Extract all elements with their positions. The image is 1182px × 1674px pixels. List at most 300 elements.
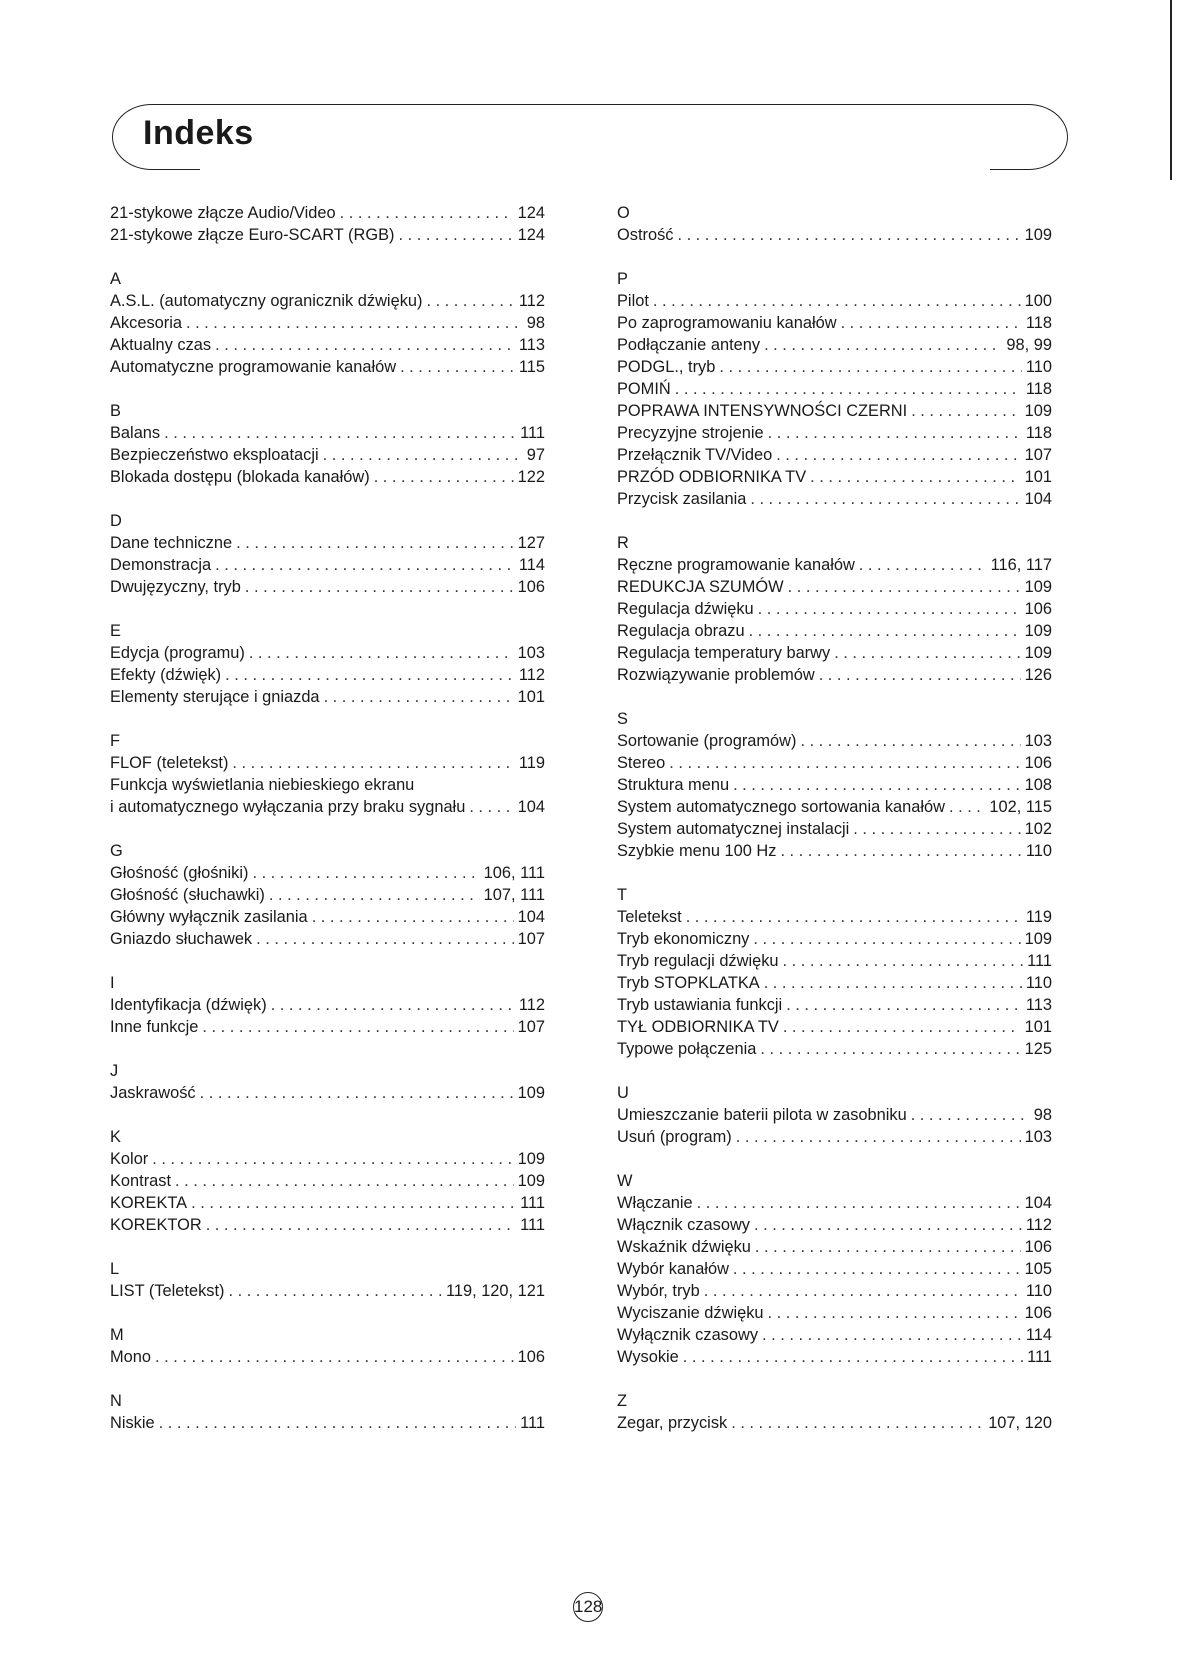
entry-pages: 110 [1025, 974, 1052, 992]
index-section [617, 1390, 1052, 1434]
index-section [110, 400, 545, 488]
entry-pages: 104 [1024, 1194, 1052, 1212]
index-entry [617, 1236, 1052, 1258]
entry-term: Ręczne programowanie kanałów [617, 556, 855, 574]
entry-pages: 112 [518, 292, 545, 310]
entry-term: Głośność (słuchawki) [110, 886, 265, 904]
index-section [110, 620, 545, 708]
entry-term: Wybór kanałów [617, 1260, 729, 1278]
index-section [617, 884, 1052, 1060]
dot-leader [324, 686, 514, 708]
entry-term: LIST (Teletekst) [110, 1282, 225, 1300]
index-entry [617, 1324, 1052, 1346]
dot-leader [399, 224, 514, 246]
dot-leader [186, 312, 523, 334]
index-entry [617, 598, 1052, 620]
index-entry [617, 1214, 1052, 1236]
entry-term: A.S.L. (automatyczny ogranicznik dźwięku) [110, 292, 423, 310]
entry-term: Dane techniczne [110, 534, 233, 552]
dot-leader [215, 334, 515, 356]
entry-term: Regulacja obrazu [617, 622, 745, 640]
entry-pages: 98 [1033, 1106, 1052, 1124]
dot-leader [760, 1038, 1020, 1060]
dot-leader [750, 488, 1020, 510]
index-entry [617, 1038, 1052, 1060]
index-entry [617, 950, 1052, 972]
entry-pages: 109 [1024, 930, 1052, 948]
section-letter: F [110, 732, 121, 750]
entry-pages: 110 [1025, 842, 1052, 860]
entry-pages: 114 [1025, 1326, 1052, 1344]
dot-leader [400, 356, 515, 378]
dot-leader [155, 1346, 514, 1368]
entry-pages: 118 [1025, 380, 1052, 398]
section-letter: A [110, 270, 121, 288]
entry-term: Bezpieczeństwo eksploatacji [110, 446, 319, 464]
entry-term: Włącznik czasowy [617, 1216, 750, 1234]
dot-leader [215, 554, 515, 576]
index-section [110, 510, 545, 598]
index-entry [617, 466, 1052, 488]
index-entry [110, 1148, 545, 1170]
entry-pages: 111 [520, 1414, 545, 1432]
entry-pages: 110 [1025, 1282, 1052, 1300]
entry-term: Blokada dostępu (blokada kanałów) [110, 468, 370, 486]
section-letter: U [617, 1084, 629, 1102]
entry-pages: 106, 111 [483, 864, 545, 882]
index-entry [110, 1082, 545, 1104]
dot-leader [758, 598, 1021, 620]
entry-term: Zegar, przycisk [617, 1414, 728, 1432]
dot-leader [159, 1412, 516, 1434]
entry-term: TYŁ ODBIORNIKA TV [617, 1018, 779, 1036]
section-letter: G [110, 842, 123, 860]
index-entry [617, 356, 1052, 378]
dot-leader [810, 466, 1021, 488]
section-letter: L [110, 1260, 120, 1278]
index-entry [617, 1280, 1052, 1302]
entry-term: Pilot [617, 292, 649, 310]
dot-leader [764, 334, 1002, 356]
dot-leader [859, 554, 987, 576]
entry-pages: 106 [517, 1348, 545, 1366]
dot-leader [269, 884, 480, 906]
entry-term: Usuń (program) [617, 1128, 732, 1146]
entry-term: Niskie [110, 1414, 155, 1432]
dot-leader [228, 1280, 441, 1302]
section-letter: J [110, 1062, 119, 1080]
dot-leader [768, 1302, 1021, 1324]
index-entry [110, 202, 545, 224]
index-entry [110, 686, 545, 708]
entry-term: Akcesoria [110, 314, 182, 332]
entry-term: FLOF (teletekst) [110, 754, 229, 772]
entry-pages: 112 [1025, 1216, 1052, 1234]
entry-term: Teletekst [617, 908, 682, 926]
entry-pages: 100 [1024, 292, 1052, 310]
section-letter: M [110, 1326, 124, 1344]
index-entry [110, 1170, 545, 1192]
index-entry [617, 488, 1052, 510]
entry-pages: 107, 111 [483, 886, 545, 904]
entry-term: System automatycznej instalacji [617, 820, 850, 838]
dot-leader [783, 950, 1024, 972]
dot-leader [768, 422, 1022, 444]
dot-leader [754, 1214, 1022, 1236]
section-letter: N [110, 1392, 122, 1410]
index-entry [617, 752, 1052, 774]
index-entry [110, 422, 545, 444]
section-letter: B [110, 402, 121, 420]
index-entry [617, 400, 1052, 422]
index-section [617, 1082, 1052, 1148]
entry-term: Elementy sterujące i gniazda [110, 688, 320, 706]
entry-term: Rozwiązywanie problemów [617, 666, 815, 684]
dot-leader [374, 466, 514, 488]
dot-leader [911, 400, 1020, 422]
entry-term: Tryb regulacji dźwięku [617, 952, 779, 970]
index-entry [110, 554, 545, 576]
entry-pages: 111 [520, 1194, 545, 1212]
index-entry [110, 884, 545, 906]
entry-pages: 126 [1024, 666, 1052, 684]
entry-term: Gniazdo słuchawek [110, 930, 253, 948]
index-entry [110, 862, 545, 884]
index-section [110, 1390, 545, 1434]
entry-pages: 102, 115 [989, 798, 1052, 816]
index-section [110, 202, 545, 246]
entry-pages: 109 [1024, 622, 1052, 640]
entry-term: Kontrast [110, 1172, 172, 1190]
index-entry [110, 906, 545, 928]
index-entry [617, 1126, 1052, 1148]
dot-leader [232, 752, 514, 774]
entry-term: Typowe połączenia [617, 1040, 757, 1058]
section-letter: W [617, 1172, 633, 1190]
section-letter: P [617, 270, 628, 288]
entry-pages: 125 [1024, 1040, 1052, 1058]
page-number: 128 [573, 1592, 603, 1622]
index-entry [617, 730, 1052, 752]
entry-pages: 101 [517, 688, 545, 706]
section-letter: T [617, 886, 628, 904]
index-entry [110, 466, 545, 488]
entry-term: Przełącznik TV/Video [617, 446, 773, 464]
entry-term: Włączanie [617, 1194, 693, 1212]
entry-term: Inne funkcje [110, 1018, 199, 1036]
entry-pages: 103 [1024, 732, 1052, 750]
index-entry [110, 994, 545, 1016]
entry-term: KOREKTA [110, 1194, 188, 1212]
dot-leader [788, 576, 1021, 598]
dot-leader [704, 1280, 1022, 1302]
entry-pages: 106 [1024, 1304, 1052, 1322]
index-entry [110, 642, 545, 664]
entry-term: POMIŃ [617, 380, 671, 398]
entry-term: Edycja (programu) [110, 644, 245, 662]
dot-leader [249, 642, 514, 664]
section-letter: E [110, 622, 121, 640]
entry-term: Aktualny czas [110, 336, 212, 354]
entry-term: Wybór, tryb [617, 1282, 700, 1300]
entry-term: Tryb STOPKLATKA [617, 974, 760, 992]
entry-pages: 115 [518, 358, 545, 376]
index-entry [617, 1258, 1052, 1280]
dot-leader [225, 664, 515, 686]
entry-term: 21-stykowe złącze Euro-SCART (RGB) [110, 226, 395, 244]
index-section [617, 1170, 1052, 1368]
entry-pages: 111 [520, 424, 545, 442]
entry-term: Precyzyjne strojenie [617, 424, 764, 442]
entry-pages: 107 [1024, 446, 1052, 464]
index-entry [617, 1302, 1052, 1324]
dot-leader [800, 730, 1020, 752]
entry-pages: 124 [517, 226, 545, 244]
index-entry [617, 1016, 1052, 1038]
index-entry [617, 972, 1052, 994]
dot-leader [841, 312, 1022, 334]
entry-pages: 106 [517, 578, 545, 596]
entry-term: Automatyczne programowanie kanałów [110, 358, 397, 376]
entry-term: Szybkie menu 100 Hz [617, 842, 777, 860]
index-entry [617, 312, 1052, 334]
index-entry [617, 620, 1052, 642]
entry-pages: 110 [1025, 358, 1052, 376]
page-title: Indeks [143, 114, 254, 152]
dot-leader [164, 422, 516, 444]
dot-leader [719, 356, 1021, 378]
entry-term: Główny wyłącznik zasilania [110, 908, 308, 926]
index-column-left [110, 202, 545, 1456]
index-entry [617, 642, 1052, 664]
entry-term: Regulacja temperatury barwy [617, 644, 831, 662]
entry-pages: 109 [1024, 226, 1052, 244]
index-entry [617, 334, 1052, 356]
index-entry [617, 818, 1052, 840]
entry-pages: 104 [1024, 490, 1052, 508]
entry-term: Jaskrawość [110, 1084, 196, 1102]
index-entry-line: Funkcja wyświetlania niebieskiego ekranu [110, 776, 415, 794]
index-section [617, 532, 1052, 686]
entry-pages: 107 [517, 930, 545, 948]
entry-term: Tryb ustawiania funkcji [617, 996, 783, 1014]
entry-term: PRZÓD ODBIORNIKA TV [617, 468, 807, 486]
entry-pages: 119, 120, 121 [445, 1282, 545, 1300]
index-entry [110, 1016, 545, 1038]
index-entry [617, 664, 1052, 686]
index-entry [110, 928, 545, 950]
index-entry [110, 356, 545, 378]
dot-leader [686, 906, 1022, 928]
dot-leader [312, 906, 514, 928]
entry-term: Wysokie [617, 1348, 679, 1366]
entry-term: Mono [110, 1348, 152, 1366]
entry-pages: 97 [526, 446, 545, 464]
index-entry [110, 1214, 545, 1236]
dot-leader [191, 1192, 516, 1214]
entry-pages: 98, 99 [1006, 336, 1052, 354]
entry-term: System automatycznego sortowania kanałów [617, 798, 945, 816]
section-letter: I [110, 974, 115, 992]
entry-term: Kolor [110, 1150, 149, 1168]
section-letter: K [110, 1128, 121, 1146]
section-letter: Z [617, 1392, 628, 1410]
index-entry [617, 554, 1052, 576]
index-entry [110, 312, 545, 334]
entry-pages: 113 [518, 336, 545, 354]
entry-pages: 111 [1027, 952, 1052, 970]
entry-pages: 105 [1024, 1260, 1052, 1278]
entry-term: i automatycznego wyłączania przy braku sygnału [110, 798, 466, 816]
dot-leader [340, 202, 514, 224]
dot-leader [786, 994, 1022, 1016]
index-entry [617, 290, 1052, 312]
entry-pages: 107, 120 [988, 1414, 1052, 1432]
entry-pages: 109 [1024, 578, 1052, 596]
scan-edge-line [1170, 0, 1172, 180]
index-entry [617, 994, 1052, 1016]
index-entry [617, 378, 1052, 400]
entry-term: Umieszczanie baterii pilota w zasobniku [617, 1106, 907, 1124]
dot-leader [206, 1214, 516, 1236]
dot-leader [733, 1258, 1021, 1280]
entry-pages: 112 [518, 666, 545, 684]
title-frame-opening [200, 150, 990, 174]
dot-leader [152, 1148, 513, 1170]
entry-pages: 122 [517, 468, 545, 486]
index-entry [617, 796, 1052, 818]
entry-pages: 102 [1024, 820, 1052, 838]
entry-pages: 106 [1024, 600, 1052, 618]
dot-leader [764, 972, 1022, 994]
dot-leader [762, 1324, 1022, 1346]
index-entry [617, 840, 1052, 862]
dot-leader [736, 1126, 1021, 1148]
index-entry [110, 532, 545, 554]
index-entry [617, 576, 1052, 598]
index-entry [617, 774, 1052, 796]
entry-pages: 101 [1024, 1018, 1052, 1036]
index-section [617, 708, 1052, 862]
dot-leader [780, 840, 1021, 862]
index-section [110, 840, 545, 950]
entry-pages: 103 [517, 644, 545, 662]
index-entry [110, 796, 545, 818]
entry-term: PODGL., tryb [617, 358, 716, 376]
entry-term: Ostrość [617, 226, 674, 244]
entry-pages: 107 [517, 1018, 545, 1036]
index-section [110, 1258, 545, 1302]
entry-pages: 109 [517, 1172, 545, 1190]
entry-pages: 114 [518, 556, 545, 574]
entry-term: 21-stykowe złącze Audio/Video [110, 204, 336, 222]
dot-leader [733, 774, 1021, 796]
entry-term: Wyciszanie dźwięku [617, 1304, 764, 1322]
dot-leader [683, 1346, 1023, 1368]
entry-term: Przycisk zasilania [617, 490, 747, 508]
entry-term: Dwujęzyczny, tryb [110, 578, 241, 596]
index-entry [110, 334, 545, 356]
entry-term: Głośność (głośniki) [110, 864, 249, 882]
entry-term: Wskaźnik dźwięku [617, 1238, 751, 1256]
entry-term: Po zaprogramowaniu kanałów [617, 314, 837, 332]
dot-leader [753, 928, 1020, 950]
dot-leader [426, 290, 514, 312]
index-section [617, 202, 1052, 246]
dot-leader [853, 818, 1020, 840]
section-letter: O [617, 204, 630, 222]
dot-leader [252, 862, 479, 884]
dot-leader [749, 620, 1021, 642]
entry-term: Stereo [617, 754, 666, 772]
dot-leader [323, 444, 523, 466]
index-entry [110, 664, 545, 686]
entry-pages: 119 [518, 754, 545, 772]
entry-term: Tryb ekonomiczny [617, 930, 750, 948]
entry-term: KOREKTOR [110, 1216, 202, 1234]
entry-pages: 104 [517, 908, 545, 926]
dot-leader [949, 796, 985, 818]
entry-term: Identyfikacja (dźwięk) [110, 996, 267, 1014]
entry-pages: 119 [1025, 908, 1052, 926]
index-entry [617, 1192, 1052, 1214]
index-entry [110, 444, 545, 466]
entry-term: Sortowanie (programów) [617, 732, 797, 750]
entry-term: Balans [110, 424, 161, 442]
entry-term: Efekty (dźwięk) [110, 666, 222, 684]
entry-term: REDUKCJA SZUMÓW [617, 578, 784, 596]
entry-pages: 124 [517, 204, 545, 222]
dot-leader [202, 1016, 513, 1038]
index-entry [617, 422, 1052, 444]
dot-leader [675, 378, 1022, 400]
entry-term: Podłączanie anteny [617, 336, 761, 354]
index-entry [110, 1412, 545, 1434]
entry-pages: 106 [1024, 1238, 1052, 1256]
index-section [110, 730, 545, 818]
dot-leader [653, 290, 1021, 312]
entry-pages: 127 [517, 534, 545, 552]
entry-pages: 101 [1024, 468, 1052, 486]
index-entry [617, 906, 1052, 928]
dot-leader [819, 664, 1021, 686]
entry-pages: 112 [518, 996, 545, 1014]
index-entry [110, 752, 545, 774]
index-section [617, 268, 1052, 510]
index-entry [617, 1346, 1052, 1368]
entry-pages: 108 [1024, 776, 1052, 794]
index-entry [617, 444, 1052, 466]
entry-pages: 106 [1024, 754, 1052, 772]
dot-leader [677, 224, 1020, 246]
entry-pages: 109 [517, 1150, 545, 1168]
index-entry [110, 1280, 545, 1302]
dot-leader [776, 444, 1020, 466]
dot-leader [669, 752, 1020, 774]
section-letter: R [617, 534, 629, 552]
index-entry [110, 576, 545, 598]
dot-leader [911, 1104, 1030, 1126]
index-entry [617, 224, 1052, 246]
index-entry [110, 1192, 545, 1214]
entry-pages: 104 [517, 798, 545, 816]
section-letter: S [617, 710, 628, 728]
entry-term: POPRAWA INTENSYWNOŚCI CZERNI [617, 402, 908, 420]
entry-pages: 113 [1025, 996, 1052, 1014]
dot-leader [755, 1236, 1021, 1258]
dot-leader [697, 1192, 1021, 1214]
entry-term: Wyłącznik czasowy [617, 1326, 759, 1344]
